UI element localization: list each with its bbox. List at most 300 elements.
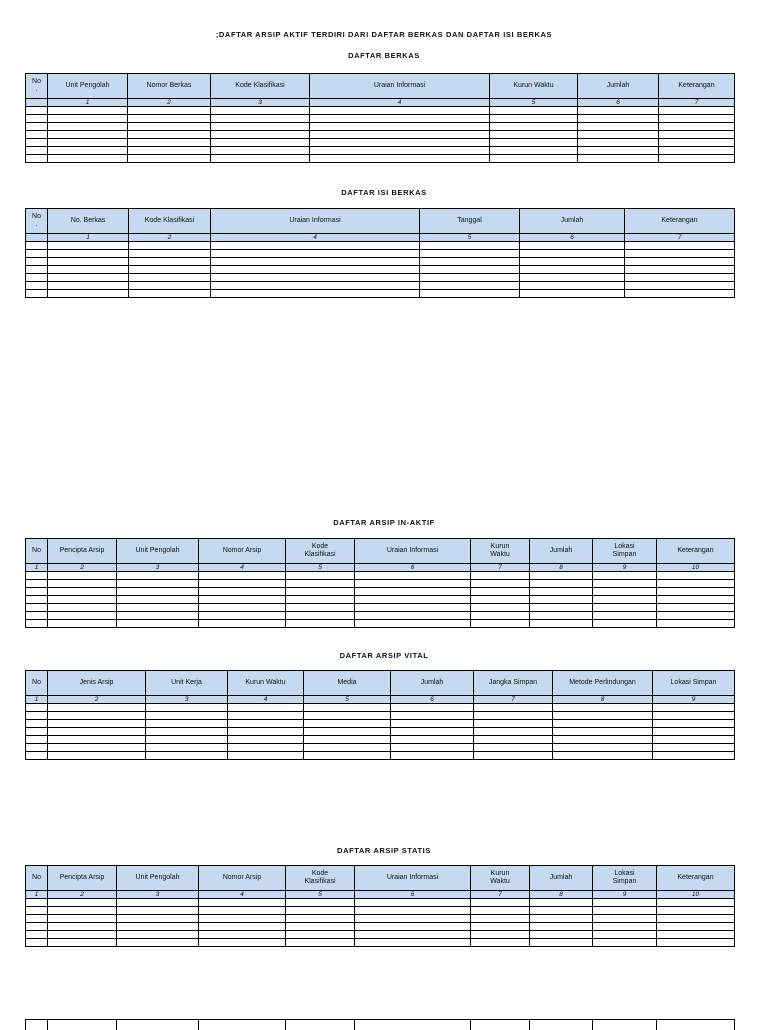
table-cell[interactable]	[286, 580, 355, 588]
table-cell[interactable]	[304, 728, 391, 736]
table-cell[interactable]	[199, 596, 286, 604]
table-cell[interactable]	[48, 290, 129, 298]
table-cell[interactable]	[520, 274, 625, 282]
table-cell[interactable]	[48, 131, 128, 139]
table-cell[interactable]	[199, 931, 286, 939]
table-cell[interactable]	[26, 728, 48, 736]
table-cell[interactable]	[657, 923, 735, 931]
table-cell[interactable]	[471, 931, 530, 939]
table-cell[interactable]	[391, 704, 474, 712]
table-cell[interactable]	[48, 282, 129, 290]
table-cell[interactable]	[228, 720, 304, 728]
table-cell[interactable]	[659, 139, 735, 147]
table-cell[interactable]	[304, 744, 391, 752]
table-cell[interactable]	[657, 612, 735, 620]
table-cell[interactable]	[391, 720, 474, 728]
table-cell[interactable]	[228, 728, 304, 736]
table-cell[interactable]	[146, 720, 228, 728]
table-cell[interactable]	[490, 123, 578, 131]
table-cell[interactable]	[625, 258, 735, 266]
table-cell[interactable]	[530, 939, 593, 947]
table-cell[interactable]	[48, 250, 129, 258]
table-cell[interactable]	[26, 752, 48, 760]
table-cell[interactable]	[593, 612, 657, 620]
table-cell[interactable]	[129, 266, 211, 274]
table-cell[interactable]	[653, 712, 735, 720]
table-cell[interactable]	[146, 744, 228, 752]
table-cell[interactable]	[553, 744, 653, 752]
table-cell[interactable]	[26, 736, 48, 744]
table-cell[interactable]	[199, 939, 286, 947]
table-cell[interactable]	[146, 752, 228, 760]
table-cell[interactable]	[625, 250, 735, 258]
table-cell[interactable]	[48, 915, 117, 923]
table-cell[interactable]	[653, 736, 735, 744]
table-cell[interactable]	[474, 704, 553, 712]
table-cell[interactable]	[471, 580, 530, 588]
table-row	[26, 290, 735, 298]
table-cell[interactable]	[471, 939, 530, 947]
table-cell[interactable]	[659, 115, 735, 123]
table-cell[interactable]	[355, 580, 471, 588]
table-cell[interactable]	[26, 712, 48, 720]
table-cell[interactable]	[128, 139, 211, 147]
table-cell[interactable]	[48, 736, 146, 744]
table-cell[interactable]	[26, 139, 48, 147]
table-cell[interactable]	[490, 107, 578, 115]
table-cell[interactable]	[553, 712, 653, 720]
table-cell[interactable]	[578, 123, 659, 131]
table-cell[interactable]	[490, 115, 578, 123]
table-cell[interactable]	[48, 728, 146, 736]
table-cell[interactable]	[48, 147, 128, 155]
table-cell[interactable]	[657, 580, 735, 588]
table-cell[interactable]	[199, 604, 286, 612]
table-cell[interactable]	[26, 274, 48, 282]
table-cell[interactable]	[657, 939, 735, 947]
table-cell[interactable]	[48, 139, 128, 147]
table-cell[interactable]	[593, 931, 657, 939]
table-cell[interactable]	[657, 596, 735, 604]
table-cell[interactable]	[211, 155, 310, 163]
table-cell[interactable]	[471, 923, 530, 931]
table-cell[interactable]	[474, 744, 553, 752]
table-cell[interactable]	[26, 604, 48, 612]
table-cell[interactable]	[310, 115, 490, 123]
table-cell[interactable]	[117, 580, 199, 588]
table-cell[interactable]	[653, 720, 735, 728]
table-cell[interactable]	[653, 704, 735, 712]
table-cell[interactable]	[26, 939, 48, 947]
table-cell[interactable]	[391, 744, 474, 752]
table-cell[interactable]	[391, 752, 474, 760]
table-cell[interactable]	[474, 736, 553, 744]
table-cell[interactable]	[593, 939, 657, 947]
table-cell[interactable]	[471, 915, 530, 923]
table-cell[interactable]	[211, 242, 420, 250]
table-cell[interactable]	[657, 899, 735, 907]
table-cell[interactable]	[474, 712, 553, 720]
table-cell[interactable]	[355, 899, 471, 907]
table-cell[interactable]	[355, 588, 471, 596]
table-cell[interactable]	[520, 282, 625, 290]
table-cell[interactable]	[578, 155, 659, 163]
table-cell[interactable]	[48, 712, 146, 720]
table-cell[interactable]	[653, 752, 735, 760]
table-cell[interactable]	[26, 620, 48, 628]
table-cell[interactable]	[48, 107, 128, 115]
table-cell[interactable]	[471, 604, 530, 612]
table-cell[interactable]	[146, 704, 228, 712]
table-cell[interactable]	[420, 290, 520, 298]
table-cell[interactable]	[286, 604, 355, 612]
table-cell[interactable]	[355, 931, 471, 939]
table-cell[interactable]	[593, 572, 657, 580]
table-cell[interactable]	[48, 907, 117, 915]
table-cell[interactable]	[657, 620, 735, 628]
table-cell[interactable]	[355, 572, 471, 580]
table-cell[interactable]	[26, 155, 48, 163]
table-cell[interactable]	[304, 720, 391, 728]
table-cell[interactable]	[117, 923, 199, 931]
table-cell[interactable]	[355, 620, 471, 628]
table-cell[interactable]	[48, 572, 117, 580]
table-cell[interactable]	[310, 131, 490, 139]
table-cell[interactable]	[653, 744, 735, 752]
table-cell[interactable]	[117, 899, 199, 907]
table-cell[interactable]	[653, 728, 735, 736]
table-cell[interactable]	[48, 923, 117, 931]
table-cell[interactable]	[553, 704, 653, 712]
table-cell[interactable]	[211, 147, 310, 155]
table-cell[interactable]	[474, 728, 553, 736]
table-cell[interactable]	[48, 899, 117, 907]
table-cell[interactable]	[128, 147, 211, 155]
table-cell[interactable]	[530, 572, 593, 580]
table-cell[interactable]	[355, 907, 471, 915]
table-cell[interactable]	[26, 720, 48, 728]
table-cell[interactable]	[355, 596, 471, 604]
table-cell[interactable]	[117, 915, 199, 923]
table-cell[interactable]	[593, 604, 657, 612]
table-cell[interactable]	[48, 704, 146, 712]
table-cell[interactable]	[553, 752, 653, 760]
table-cell[interactable]	[553, 736, 653, 744]
table-cell[interactable]	[48, 580, 117, 588]
table-cell[interactable]	[286, 588, 355, 596]
table-cell[interactable]	[26, 250, 48, 258]
table-cell[interactable]	[625, 266, 735, 274]
table-cell[interactable]	[520, 266, 625, 274]
table-cell[interactable]	[578, 107, 659, 115]
table-cell[interactable]	[659, 147, 735, 155]
table-cell[interactable]	[578, 147, 659, 155]
table-cell[interactable]	[391, 728, 474, 736]
table-cell[interactable]	[128, 123, 211, 131]
table-cell[interactable]	[659, 107, 735, 115]
table-cell[interactable]	[286, 931, 355, 939]
table-cell[interactable]	[520, 250, 625, 258]
table-cell[interactable]	[286, 939, 355, 947]
table-cell[interactable]	[286, 915, 355, 923]
table-cell[interactable]	[26, 572, 48, 580]
table-cell[interactable]	[391, 712, 474, 720]
table-cell[interactable]	[48, 258, 129, 266]
table-cell[interactable]	[593, 915, 657, 923]
table-cell[interactable]	[593, 923, 657, 931]
table-cell[interactable]	[48, 931, 117, 939]
table-cell[interactable]	[391, 736, 474, 744]
table-cell[interactable]	[310, 107, 490, 115]
table-cell[interactable]	[286, 899, 355, 907]
table-cell[interactable]	[199, 588, 286, 596]
table-cell[interactable]	[286, 596, 355, 604]
table-cell[interactable]	[199, 915, 286, 923]
table-cell[interactable]	[26, 580, 48, 588]
table-cell[interactable]	[310, 123, 490, 131]
table-cell[interactable]	[286, 612, 355, 620]
table-cell[interactable]	[48, 596, 117, 604]
table-cell[interactable]	[593, 620, 657, 628]
table-cell[interactable]	[199, 923, 286, 931]
table-cell[interactable]	[474, 752, 553, 760]
table-cell[interactable]	[657, 604, 735, 612]
table-cell[interactable]	[520, 290, 625, 298]
table-cell[interactable]	[657, 915, 735, 923]
table-cell[interactable]	[304, 712, 391, 720]
table-cell[interactable]	[657, 588, 735, 596]
table-cell[interactable]	[117, 907, 199, 915]
table-cell[interactable]	[129, 258, 211, 266]
table-cell[interactable]	[48, 744, 146, 752]
table-cell[interactable]	[310, 139, 490, 147]
table-cell[interactable]	[228, 736, 304, 744]
table-cell[interactable]	[26, 147, 48, 155]
table-cell[interactable]	[578, 115, 659, 123]
table-cell[interactable]	[211, 258, 420, 266]
table-cell[interactable]	[48, 939, 117, 947]
table-cell[interactable]	[26, 282, 48, 290]
table-cell[interactable]	[530, 923, 593, 931]
table-cell[interactable]	[490, 131, 578, 139]
table-cell[interactable]	[530, 931, 593, 939]
table-cell[interactable]	[211, 115, 310, 123]
table-cell[interactable]	[199, 907, 286, 915]
table-cell[interactable]	[286, 620, 355, 628]
table-cell[interactable]	[199, 620, 286, 628]
table-cell[interactable]	[48, 752, 146, 760]
table-cell[interactable]	[228, 744, 304, 752]
table-cell[interactable]	[26, 131, 48, 139]
table-cell[interactable]	[26, 744, 48, 752]
table-cell[interactable]	[199, 580, 286, 588]
table-cell[interactable]	[48, 612, 117, 620]
table-cell[interactable]	[593, 588, 657, 596]
table-cell[interactable]	[530, 580, 593, 588]
table-cell[interactable]	[530, 596, 593, 604]
table-cell[interactable]	[117, 620, 199, 628]
table-cell[interactable]	[211, 139, 310, 147]
table-cell[interactable]	[625, 242, 735, 250]
table-cell[interactable]	[117, 931, 199, 939]
table-cell[interactable]	[117, 604, 199, 612]
table-cell[interactable]	[211, 290, 420, 298]
table-cell[interactable]	[146, 728, 228, 736]
table-cell[interactable]	[659, 131, 735, 139]
table-cell[interactable]	[471, 612, 530, 620]
table-cell[interactable]	[26, 596, 48, 604]
table-cell[interactable]	[471, 572, 530, 580]
table-cell[interactable]	[471, 907, 530, 915]
table-cell[interactable]	[211, 250, 420, 258]
table-cell[interactable]	[129, 242, 211, 250]
table-cell[interactable]	[26, 915, 48, 923]
table-cell[interactable]	[625, 282, 735, 290]
table-cell[interactable]	[471, 620, 530, 628]
table-cell[interactable]	[355, 612, 471, 620]
table-cell[interactable]	[26, 907, 48, 915]
table-cell[interactable]	[48, 604, 117, 612]
table-cell[interactable]	[355, 604, 471, 612]
table-cell[interactable]	[26, 107, 48, 115]
table-cell[interactable]	[420, 266, 520, 274]
table-cell[interactable]	[286, 907, 355, 915]
table-cell[interactable]	[128, 107, 211, 115]
table-cell[interactable]	[146, 736, 228, 744]
table-cell[interactable]	[553, 728, 653, 736]
table-cell[interactable]	[26, 123, 48, 131]
table-cell[interactable]	[117, 939, 199, 947]
table-cell[interactable]	[553, 720, 653, 728]
table-cell[interactable]	[26, 242, 48, 250]
table-cell[interactable]	[520, 242, 625, 250]
table-cell[interactable]	[420, 274, 520, 282]
table-cell[interactable]	[530, 907, 593, 915]
table-cell[interactable]	[659, 155, 735, 163]
table-cell[interactable]	[355, 923, 471, 931]
table-cell[interactable]	[490, 147, 578, 155]
table-cell[interactable]	[26, 115, 48, 123]
table-cell[interactable]	[117, 572, 199, 580]
table-cell[interactable]	[420, 282, 520, 290]
table-cell[interactable]	[48, 155, 128, 163]
table-cell[interactable]	[128, 115, 211, 123]
table-cell[interactable]	[211, 131, 310, 139]
table-cell[interactable]	[355, 939, 471, 947]
table-cell[interactable]	[530, 915, 593, 923]
table-cell[interactable]	[310, 147, 490, 155]
table-cell[interactable]	[48, 720, 146, 728]
table-cell[interactable]	[211, 282, 420, 290]
table-cell[interactable]	[146, 712, 228, 720]
table-cell[interactable]	[520, 258, 625, 266]
table-cell[interactable]	[420, 250, 520, 258]
table-cell[interactable]	[578, 139, 659, 147]
table-cell[interactable]	[657, 931, 735, 939]
table-cell[interactable]	[474, 720, 553, 728]
table-cell[interactable]	[26, 290, 48, 298]
table-cell[interactable]	[48, 620, 117, 628]
table-cell[interactable]	[659, 123, 735, 131]
table-cell[interactable]	[26, 612, 48, 620]
table-cell[interactable]	[211, 266, 420, 274]
table-cell[interactable]	[578, 131, 659, 139]
table-cell[interactable]	[26, 923, 48, 931]
table-cell[interactable]	[48, 115, 128, 123]
table-cell[interactable]	[48, 266, 129, 274]
table-cell[interactable]	[420, 258, 520, 266]
table-cell[interactable]	[26, 258, 48, 266]
table-cell[interactable]	[593, 596, 657, 604]
table-cell[interactable]	[657, 572, 735, 580]
table-cell[interactable]	[625, 290, 735, 298]
table-cell[interactable]	[530, 588, 593, 596]
table-cell[interactable]	[48, 242, 129, 250]
table-cell[interactable]	[129, 250, 211, 258]
table-cell[interactable]	[48, 123, 128, 131]
table-cell[interactable]	[199, 899, 286, 907]
table-cell[interactable]	[310, 155, 490, 163]
table-cell[interactable]	[286, 572, 355, 580]
table-cell[interactable]	[490, 139, 578, 147]
table-cell[interactable]	[26, 931, 48, 939]
table-cell[interactable]	[117, 596, 199, 604]
table-cell[interactable]	[471, 588, 530, 596]
table-cell[interactable]	[593, 907, 657, 915]
table-cell[interactable]	[117, 612, 199, 620]
table-cell[interactable]	[128, 131, 211, 139]
table-cell[interactable]	[48, 274, 129, 282]
table-cell[interactable]	[129, 274, 211, 282]
table-cell[interactable]	[593, 899, 657, 907]
table-cell[interactable]	[129, 290, 211, 298]
table-cell[interactable]	[26, 266, 48, 274]
table-cell[interactable]	[304, 736, 391, 744]
table-cell[interactable]	[471, 899, 530, 907]
table-cell[interactable]	[211, 274, 420, 282]
table-cell[interactable]	[26, 588, 48, 596]
table-cell[interactable]	[117, 588, 199, 596]
table-cell[interactable]	[625, 274, 735, 282]
table-cell[interactable]	[199, 612, 286, 620]
table-cell[interactable]	[211, 123, 310, 131]
table-cell[interactable]	[129, 282, 211, 290]
table-cell[interactable]	[304, 752, 391, 760]
table-cell[interactable]	[304, 704, 391, 712]
table-cell[interactable]	[657, 907, 735, 915]
table-cell[interactable]	[471, 596, 530, 604]
table-cell[interactable]	[530, 899, 593, 907]
table-cell[interactable]	[26, 899, 48, 907]
table-cell[interactable]	[211, 107, 310, 115]
table-cell[interactable]	[593, 580, 657, 588]
table-cell[interactable]	[420, 242, 520, 250]
table-cell[interactable]	[199, 572, 286, 580]
table-cell[interactable]	[26, 704, 48, 712]
table-cell[interactable]	[286, 923, 355, 931]
table-cell[interactable]	[355, 915, 471, 923]
table-cell[interactable]	[228, 752, 304, 760]
table-cell[interactable]	[530, 620, 593, 628]
table-cell[interactable]	[228, 704, 304, 712]
table-cell[interactable]	[228, 712, 304, 720]
table-cell[interactable]	[530, 604, 593, 612]
table-cell[interactable]	[48, 588, 117, 596]
table-cell[interactable]	[530, 612, 593, 620]
table-cell[interactable]	[128, 155, 211, 163]
table-cell[interactable]	[490, 155, 578, 163]
column-header: Keterangan	[657, 539, 735, 564]
